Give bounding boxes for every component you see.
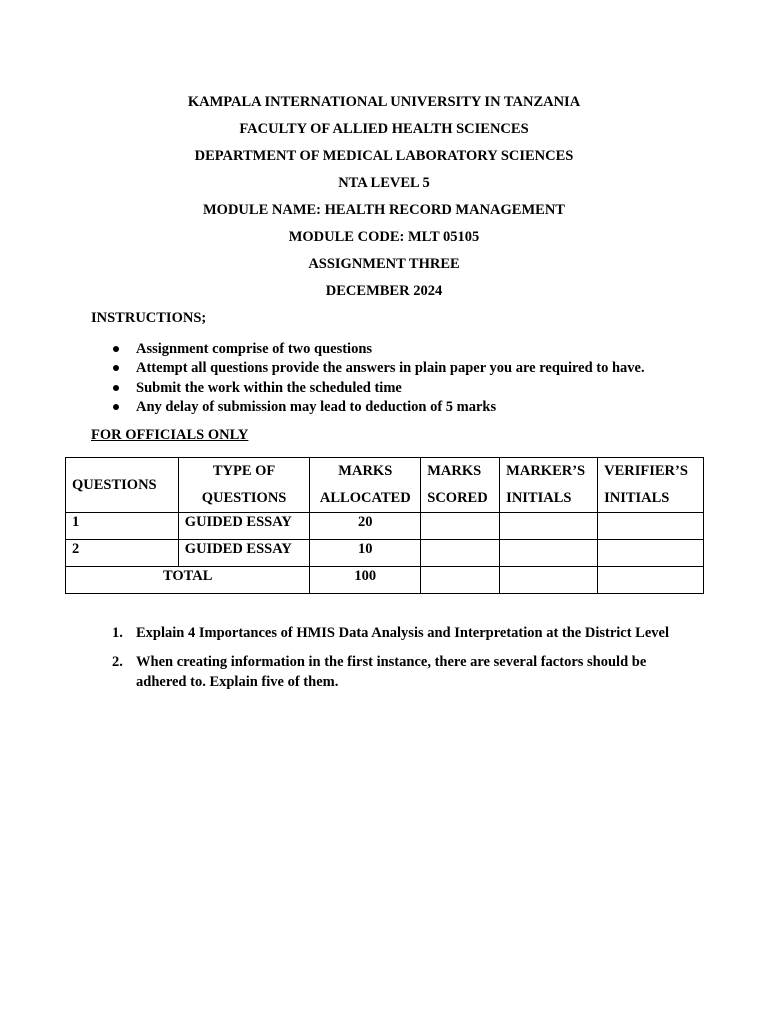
- instruction-text: Submit the work within the scheduled time: [136, 379, 402, 396]
- module-name: MODULE NAME: HEALTH RECORD MANAGEMENT: [203, 202, 565, 218]
- bullet-icon: [113, 346, 119, 352]
- header-type-line1: TYPE OF: [212, 463, 276, 479]
- cell-verifier-initials[interactable]: [598, 513, 704, 540]
- instruction-item: [136, 398, 645, 417]
- header-marker-line2: INITIALS: [506, 490, 572, 506]
- question-text: Explain 4 Importances of HMIS Data Analysis and Interpretation at the District Level: [136, 625, 670, 641]
- cell-total-scored[interactable]: [421, 567, 500, 594]
- instructions-title: INSTRUCTIONS;: [91, 310, 207, 326]
- document-header: [0, 93, 768, 309]
- table-total-row: [66, 567, 704, 594]
- instruction-item: [136, 379, 645, 398]
- question-number: 1.: [112, 625, 123, 641]
- cell-marks-allocated: 10: [310, 540, 421, 567]
- table-header-row: [66, 458, 704, 513]
- university-name: KAMPALA INTERNATIONAL UNIVERSITY IN TANZANIA: [187, 94, 581, 110]
- department-name: DEPARTMENT OF MEDICAL LABORATORY SCIENCES: [194, 148, 574, 164]
- nta-level: NTA LEVEL 5: [338, 175, 430, 191]
- question-item: [112, 652, 682, 692]
- cell-marks-scored[interactable]: [421, 513, 500, 540]
- cell-total-verifier[interactable]: [598, 567, 704, 594]
- header-allocated-line1: MARKS: [338, 463, 393, 479]
- instruction-text: Any delay of submission may lead to deduction of 5 marks: [136, 398, 497, 415]
- bullet-icon: [113, 385, 119, 391]
- bullet-icon: [113, 404, 119, 410]
- table-row: [66, 513, 704, 540]
- bullet-icon: [113, 365, 119, 371]
- question-list: [112, 623, 682, 701]
- header-verifier-initials: [598, 458, 704, 513]
- header-type-line2: QUESTIONS: [201, 490, 287, 506]
- marks-table: [65, 457, 704, 594]
- header-marks-allocated: [310, 458, 421, 513]
- question-item: [112, 623, 682, 643]
- cell-verifier-initials[interactable]: [598, 540, 704, 567]
- instruction-item: [136, 340, 645, 359]
- header-marks-scored: [421, 458, 500, 513]
- instruction-item: [136, 359, 645, 378]
- cell-marks-scored[interactable]: [421, 540, 500, 567]
- assignment-title: ASSIGNMENT THREE: [308, 256, 460, 272]
- header-verifier-line2: INITIALS: [604, 490, 670, 506]
- header-verifier-line1: VERIFIER’S: [604, 463, 688, 479]
- cell-marker-initials[interactable]: [500, 513, 598, 540]
- header-marker-line1: MARKER’S: [506, 463, 586, 479]
- header-marker-initials: [500, 458, 598, 513]
- cell-question-number: 1: [66, 513, 179, 540]
- header-scored-line2: SCORED: [427, 490, 488, 506]
- faculty-name: FACULTY OF ALLIED HEALTH SCIENCES: [239, 121, 529, 137]
- instruction-text: Assignment comprise of two questions: [136, 341, 373, 357]
- question-number: 2.: [112, 654, 123, 670]
- module-code: MODULE CODE: MLT 05105: [288, 229, 480, 245]
- instructions-list: [136, 340, 645, 417]
- cell-total-label: TOTAL: [66, 567, 310, 594]
- cell-question-type: GUIDED ESSAY: [178, 540, 310, 567]
- cell-total-allocated: 100: [310, 567, 421, 594]
- officials-only-heading: FOR OFFICIALS ONLY: [91, 427, 249, 443]
- cell-question-type: GUIDED ESSAY: [178, 513, 310, 540]
- cell-marker-initials[interactable]: [500, 540, 598, 567]
- instruction-text: Attempt all questions provide the answers in plain paper you are required to have.: [136, 360, 645, 377]
- cell-marks-allocated: 20: [310, 513, 421, 540]
- cell-total-marker[interactable]: [500, 567, 598, 594]
- header-questions: QUESTIONS: [66, 458, 179, 513]
- header-allocated-line2: ALLOCATED: [319, 490, 411, 506]
- cell-question-number: 2: [66, 540, 179, 567]
- table-row: [66, 540, 704, 567]
- header-type-of-questions: [178, 458, 310, 513]
- header-scored-line1: MARKS: [427, 463, 482, 479]
- question-text: When creating information in the first instance, there are several factors should be adhered to. Explain five of them.: [136, 654, 647, 690]
- assignment-date: DECEMBER 2024: [325, 283, 443, 299]
